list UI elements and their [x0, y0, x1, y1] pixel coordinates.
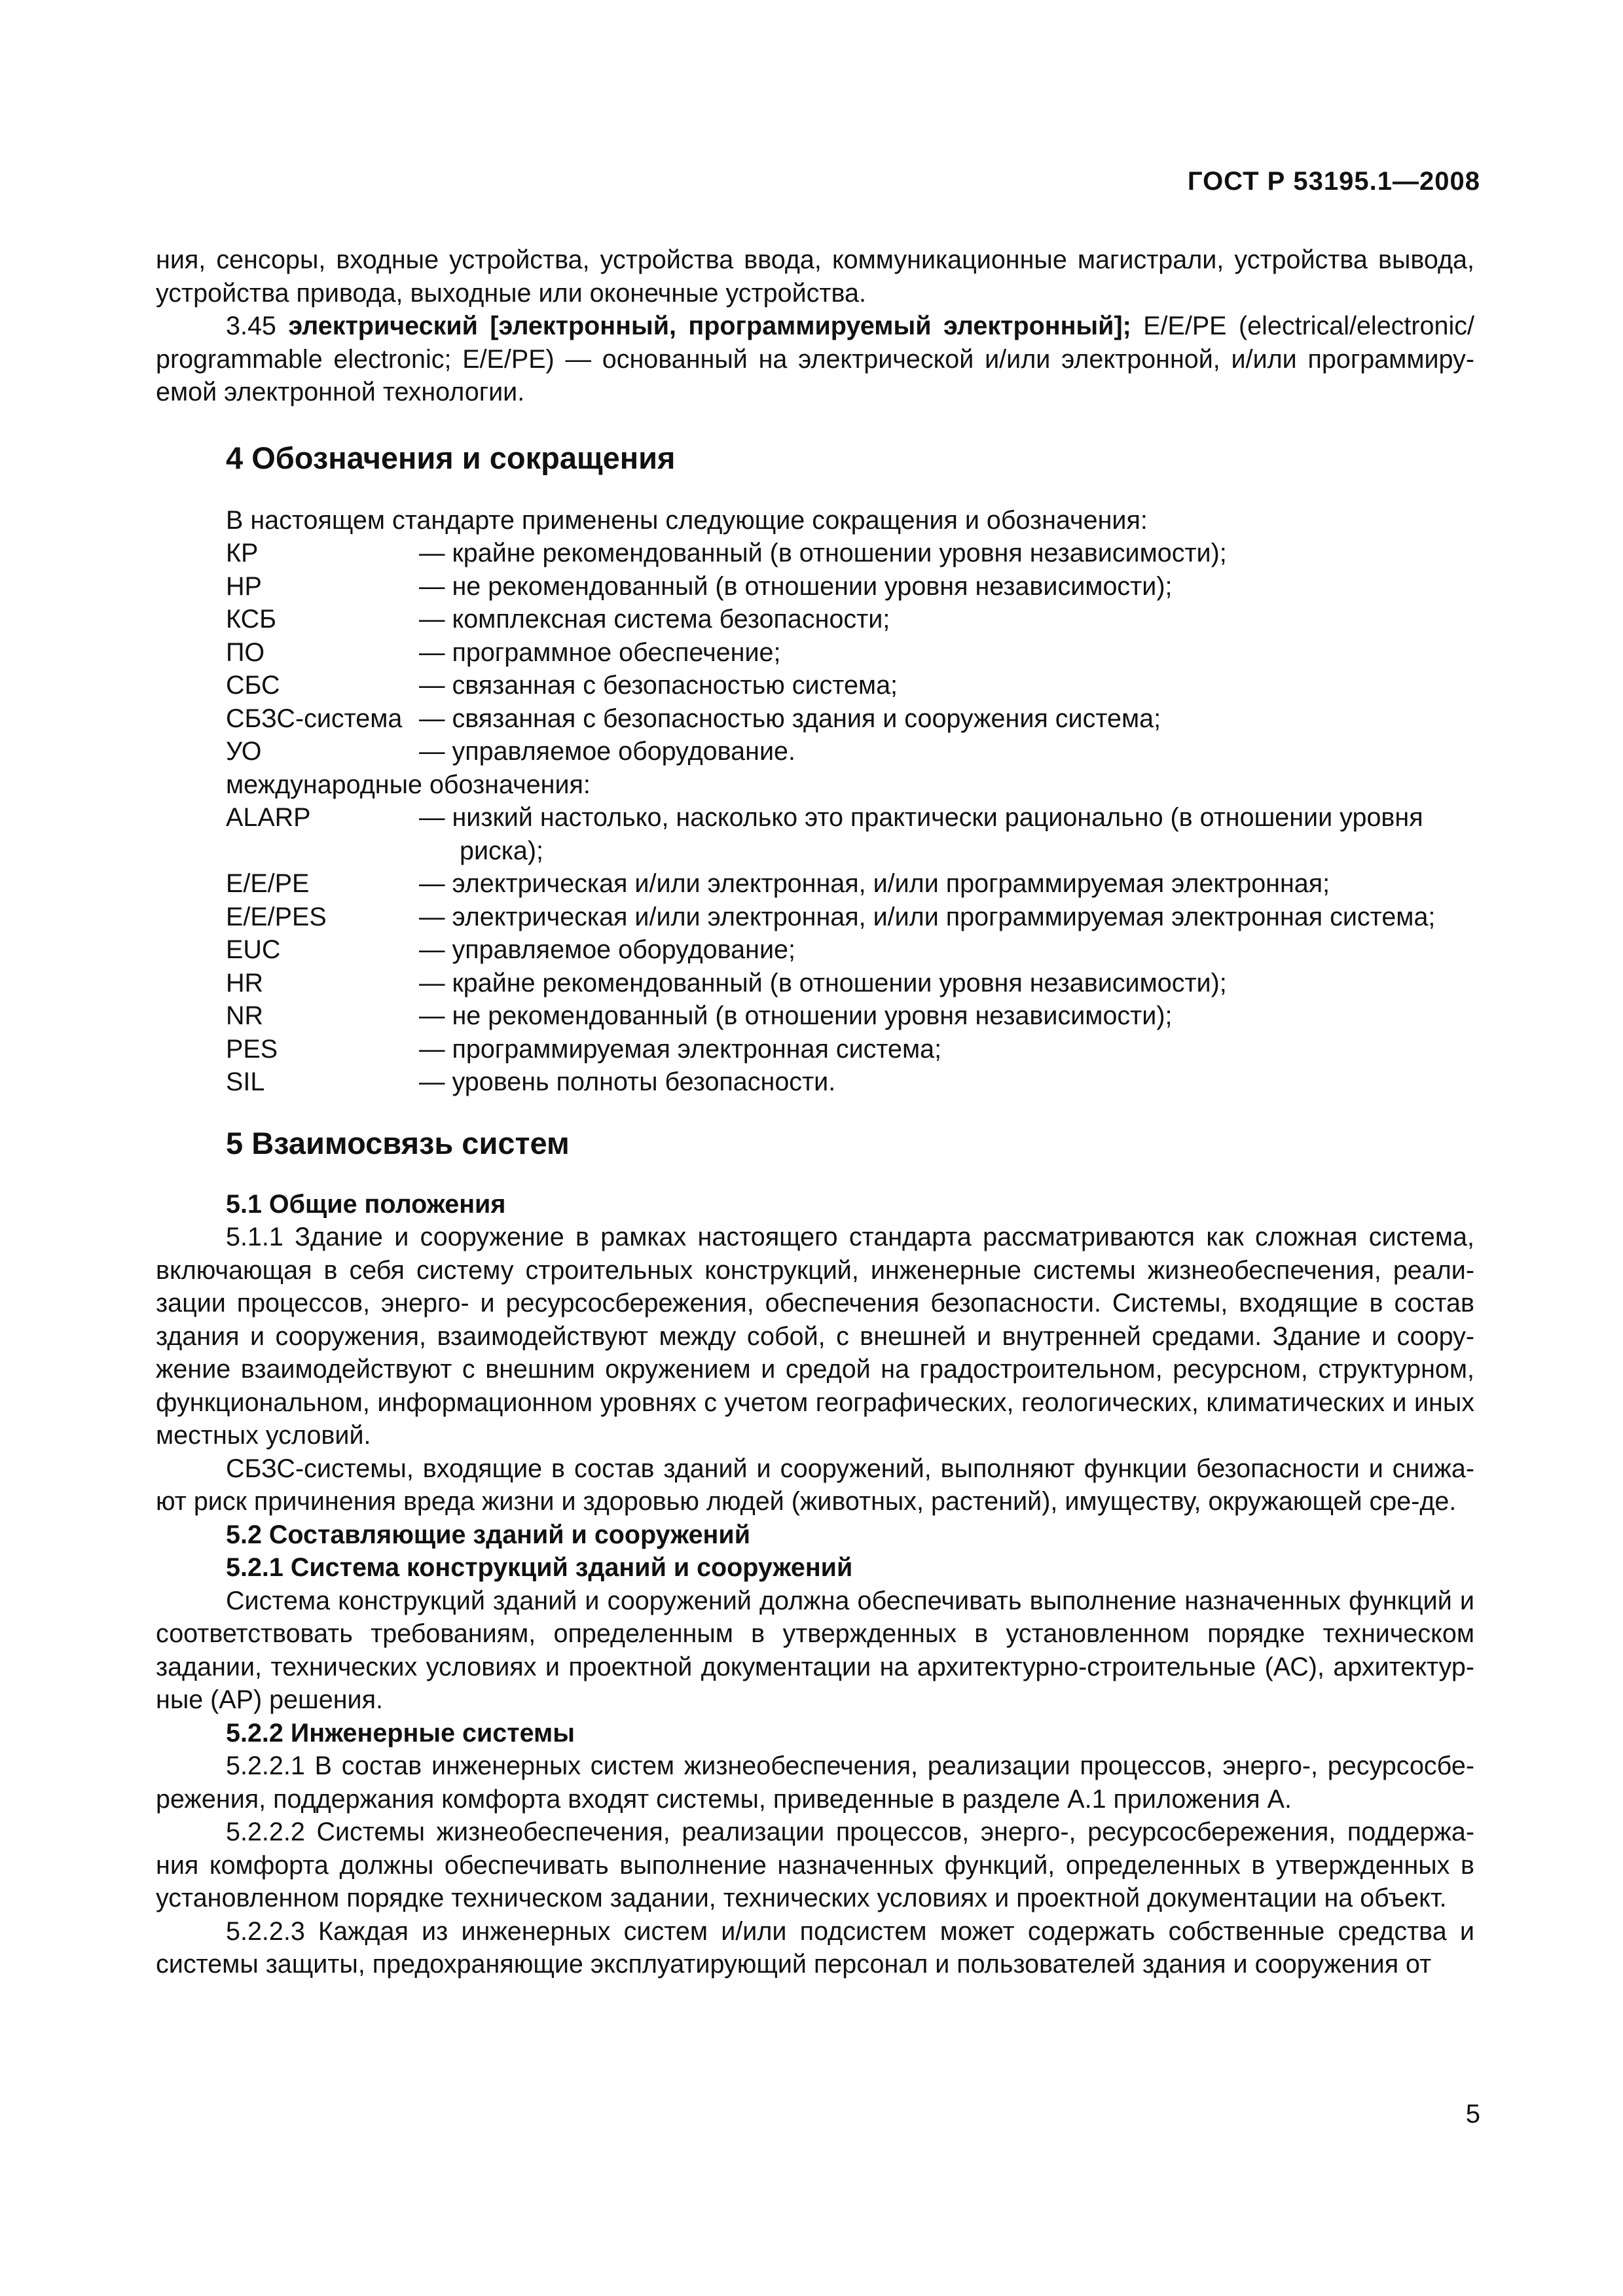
paragraph-5-2-1: Система конструкций зданий и сооружений должна обеспечивать выполнение назначенных функций и соответствовать требованиям, определенным в утвержденных в установленном порядке техническом задании, технических условиях и проектной документации на архитектурно-строительные (АС), архитектур-ные (АР) решения. — [156, 1586, 1474, 1714]
abbreviation-row — [226, 702, 1474, 736]
section-5-2-title: 5.2 Составляющие зданий и сооружений — [226, 1520, 750, 1549]
abbreviation-row — [226, 636, 1474, 670]
abbreviation-row — [226, 603, 1474, 636]
abbreviation-row — [226, 933, 1474, 967]
page-number: 5 — [1465, 2100, 1480, 2128]
abbreviation-term: СБС — [226, 671, 280, 700]
abbreviation-term: HR — [226, 968, 264, 997]
abbreviation-definition: — связанная с безопасностью система; — [419, 671, 898, 700]
abbreviation-term: EUC — [226, 935, 281, 964]
abbreviation-definition: — комплексная система безопасности; — [419, 605, 890, 634]
abbreviation-definition: — программируемая электронная система; — [419, 1034, 942, 1064]
term-title: электрический [электронный, программируемый электронный]; — [288, 312, 1131, 340]
abbreviation-list — [156, 504, 1474, 1099]
paragraph-5-2-2-2: 5.2.2.2 Системы жизнеобеспечения, реализации процессов, энерго-, ресурсосбережения, поддержа-ния комфорта должны обеспечивать выполнение назначенных функций, определенных в утвержденных в установленном порядке техническом задании, технических условиях и проектной документации на объект. — [156, 1818, 1474, 1912]
abbreviation-definition: — управляемое оборудование. — [419, 737, 795, 766]
paragraph-5-2-2-3: 5.2.2.3 Каждая из инженерных систем и/или подсистем может содержать собственные средства и системы защиты, предохраняющие эксплуатирующий персонал и пользователей здания и сооружения от — [156, 1916, 1474, 1979]
paragraph-5-1-1: 5.1.1 Здание и сооружение в рамках настоящего стандарта рассматриваются как сложная система, включающая в себя систему строительных конструкций, инженерные системы жизнеобеспечения, реали-зации процессов, энерго- и ресурсосбережения, обеспечения безопасности. Системы, входящие в состав здания и сооружения, взаимодействуют между собой, с внешней и внутренней средами. Здание и соору-жение взаимодействуют с внешним окружением и средой на градостроительном, ресурсном, структурном, функциональном, информационном уровнях с учетом географических, геологических, климатических и иных местных условий. — [156, 1223, 1474, 1450]
abbreviation-definition: — не рекомендованный (в отношении уровня независимости); — [419, 1001, 1173, 1030]
abbreviation-definition: — уровень полноты безопасности. — [419, 1067, 836, 1096]
abbreviation-definition: — электрическая и/или электронная, и/или программируемая электронная система; — [419, 902, 1436, 931]
abbreviation-row — [226, 570, 1474, 603]
abbreviation-term: КСБ — [226, 605, 277, 634]
abbreviation-definition: — низкий настолько, насколько это практически рационально (в отношении уровня риска); — [419, 803, 1423, 865]
abbreviation-term: PES — [226, 1034, 278, 1064]
abbreviation-term: НР — [226, 571, 262, 601]
abbreviation-definition: — электрическая и/или электронная, и/или программируемая электронная; — [419, 869, 1330, 898]
abbreviation-row — [226, 537, 1474, 570]
abbreviation-term: ПО — [226, 637, 265, 667]
international-items — [226, 867, 1474, 1099]
abbreviation-intro: В настоящем стандарте применены следующие сокращения и обозначения: — [226, 505, 1148, 535]
abbreviation-term: E/E/PE — [226, 869, 310, 898]
abbreviation-term: SIL — [226, 1067, 265, 1096]
abbreviation-definition: — не рекомендованный (в отношении уровня независимости); — [419, 571, 1173, 601]
abbreviation-row — [226, 801, 1474, 867]
abbreviation-row — [226, 901, 1474, 934]
section-5-1-title: 5.1 Общие положения — [226, 1189, 506, 1219]
document-code-header: ГОСТ Р 53195.1—2008 — [1187, 167, 1480, 196]
paragraph-5-1-1-b: СБЗС-системы, входящие в состав зданий и сооружений, выполняют функции безопасности и снижа-ют риск причинения вреда жизни и здоровью людей (животных, растений), имуществу, окружающей сре-де. — [156, 1454, 1474, 1516]
abbreviation-row — [226, 1066, 1474, 1099]
abbreviation-row — [226, 669, 1474, 702]
abbreviation-row — [226, 999, 1474, 1033]
abbreviation-row — [226, 867, 1474, 901]
abbreviation-term: E/E/PES — [226, 902, 327, 931]
section-5-2-2-title: 5.2.2 Инженерные системы — [226, 1718, 575, 1748]
abbreviation-term: КР — [226, 539, 259, 567]
paragraph-continuation: ния, сенсоры, входные устройства, устройства ввода, коммуникационные магистрали, устройства вывода, устройства привода, выходные или оконечные устройства. — [156, 245, 1474, 308]
abbreviation-term: ALARP — [226, 803, 311, 832]
abbreviation-row — [226, 967, 1474, 1000]
abbreviation-definition: — крайне рекомендованный (в отношении уровня независимости); — [419, 539, 1227, 567]
section-5-2-1-title: 5.2.1 Система конструкций зданий и сооружений — [226, 1553, 853, 1582]
abbreviation-term: СБЗС-система — [226, 704, 403, 733]
international-label: международные обозначения: — [226, 770, 591, 799]
page-content — [156, 243, 1474, 1981]
abbreviation-term: УО — [226, 737, 262, 766]
abbreviation-definition: — управляемое оборудование; — [419, 935, 795, 964]
term-definition: E/E/PE (electrical/electronic/ programmable electronic; E/E/PE) — основанный на электрической и/или электронной, и/или программиру-емой электронной технологии. — [156, 312, 1474, 406]
abbreviation-term: NR — [226, 1001, 264, 1030]
term-3-45 — [156, 310, 1474, 409]
abbreviation-definition: — программное обеспечение; — [419, 637, 781, 667]
abbreviation-row — [226, 735, 1474, 768]
section-5-heading: 5 Взаимосвязь систем — [226, 1125, 570, 1160]
abbreviation-definition: — крайне рекомендованный (в отношении уровня независимости); — [419, 968, 1227, 997]
abbreviation-items — [226, 537, 1474, 768]
term-number: 3.45 — [226, 312, 289, 340]
abbreviation-row — [226, 1033, 1474, 1066]
section-4-heading: 4 Обозначения и сокращения — [226, 440, 676, 475]
paragraph-5-2-2-1: 5.2.2.1 В состав инженерных систем жизнеобеспечения, реализации процессов, энерго-, ресурсосбе-режения, поддержания комфорта входят системы, приведенные в разделе А.1 приложения А. — [156, 1751, 1474, 1814]
abbreviation-definition: — связанная с безопасностью здания и сооружения система; — [419, 704, 1161, 733]
